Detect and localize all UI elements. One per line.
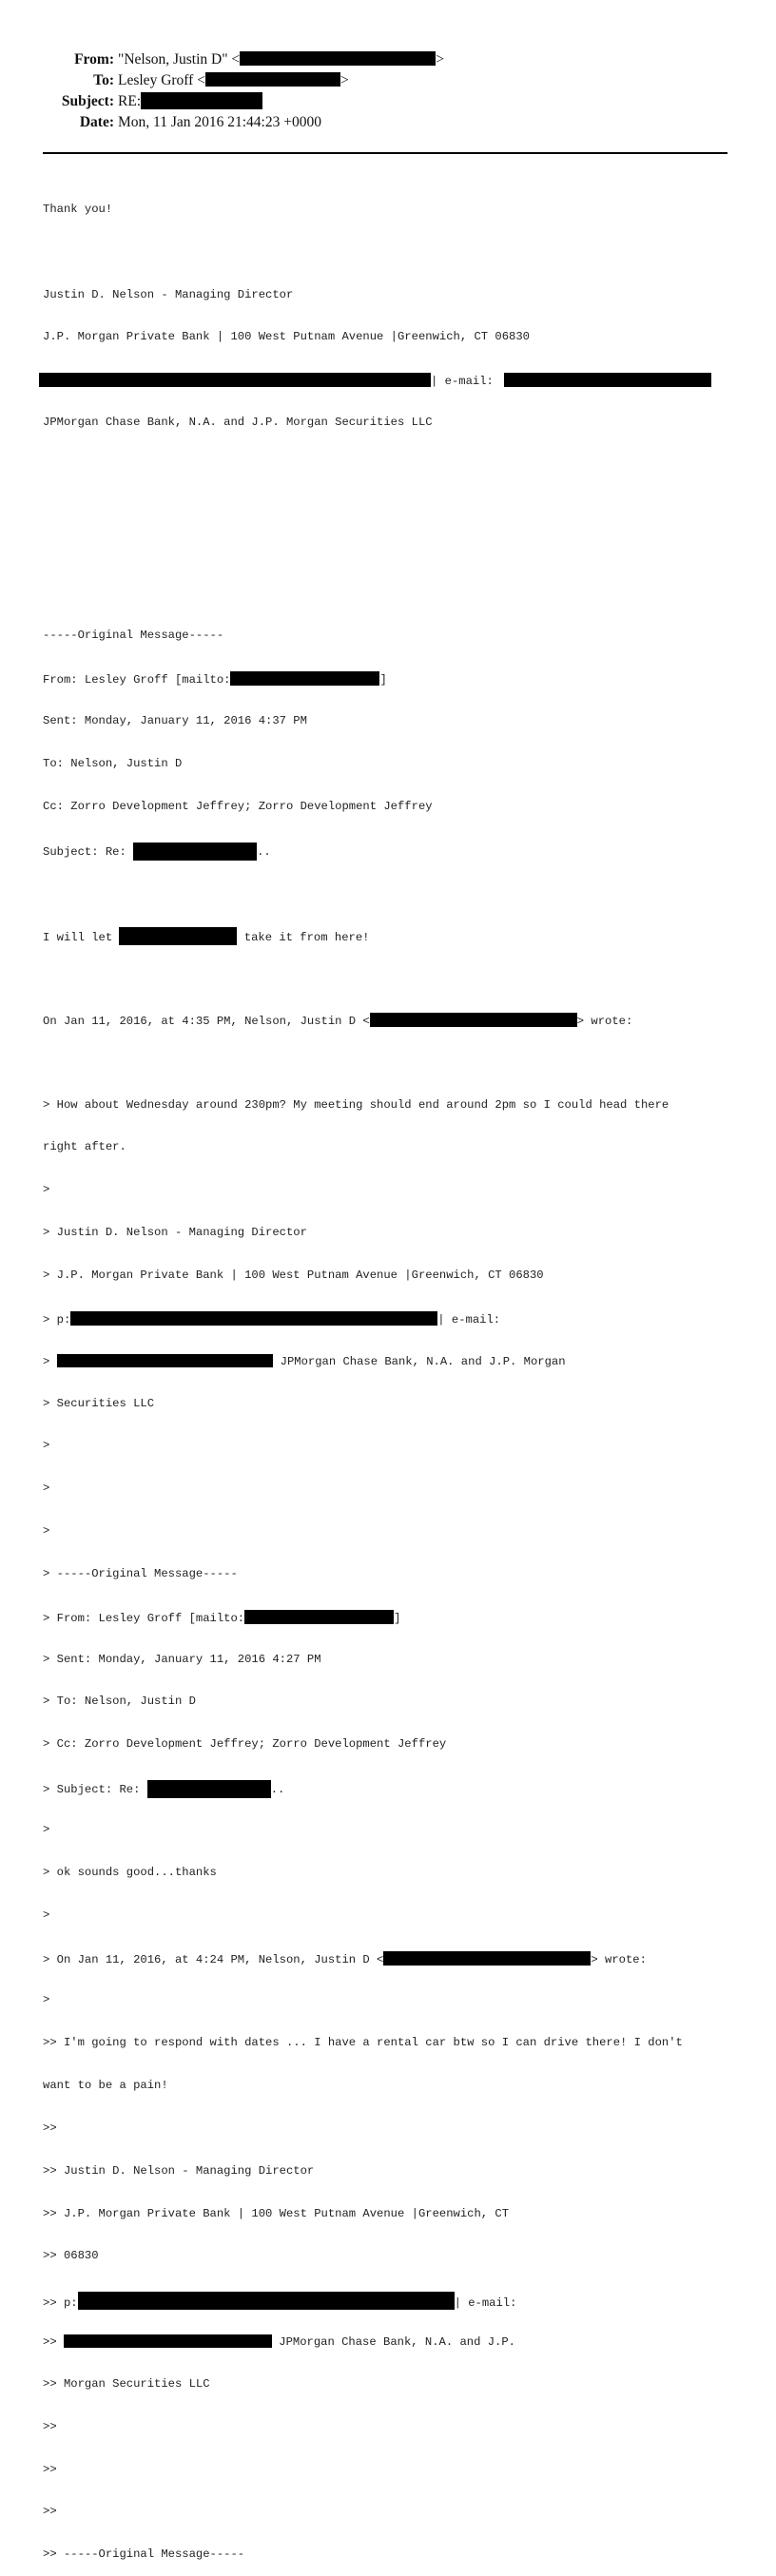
body-line: > J.P. Morgan Private Bank | 100 West Putnam Avenue |Greenwich, CT 06830 [43, 1269, 544, 1282]
body-line: > Securities LLC [43, 1396, 155, 1410]
redaction-box [57, 1354, 273, 1367]
subject-label: Subject: [61, 93, 114, 109]
body-line: J.P. Morgan Private Bank | 100 West Putnam Avenue |Greenwich, CT 06830 [43, 330, 530, 344]
redaction-box [147, 1780, 271, 1798]
body-line: > From: Lesley Groff [mailto: ] [43, 1611, 401, 1625]
redaction-box [383, 1951, 591, 1966]
body-line: Thank you! [43, 202, 113, 216]
body-line: >> [43, 2462, 57, 2476]
redaction-box [240, 51, 436, 66]
body-line: | e-mail: [43, 373, 747, 387]
body-line: From: Lesley Groff [mailto: ] [43, 673, 387, 688]
body-line: On Jan 11, 2016, at 4:35 PM, Nelson, Justin D < > wrote: [43, 1014, 633, 1028]
from-label: From: [74, 51, 114, 68]
body-line: want to be a pain! [43, 2079, 168, 2093]
redaction-box [119, 927, 237, 945]
body-line: > Sent: Monday, January 11, 2016 4:27 PM [43, 1652, 321, 1666]
email-body [43, 174, 747, 2576]
body-line: -----Original Message----- [43, 629, 224, 643]
body-line: > [43, 1183, 50, 1197]
body-line: Sent: Monday, January 11, 2016 4:37 PM [43, 714, 307, 728]
body-line: > To: Nelson, Justin D [43, 1695, 196, 1709]
body-line: >> [43, 2121, 57, 2135]
body-line: > p: | e-mail: [43, 1312, 501, 1327]
body-line: right after. [43, 1140, 126, 1154]
body-line: > On Jan 11, 2016, at 4:24 PM, Nelson, Justin D < > wrote: [43, 1952, 647, 1966]
body-line: > JPMorgan Chase Bank, N.A. and J.P. Morgan [43, 1354, 566, 1368]
date-label: Date: [79, 114, 114, 130]
body-line: JPMorgan Chase Bank, N.A. and J.P. Morgan Securities LLC [43, 416, 433, 430]
body-line: >> I'm going to respond with dates ... I have a rental car btw so I can drive there! I don't [43, 2036, 683, 2050]
body-line: >> -----Original Message----- [43, 2547, 245, 2562]
body-line: Justin D. Nelson - Managing Director [43, 287, 294, 301]
from-value: "Nelson, Justin D" < > [118, 51, 444, 68]
body-line: > Subject: Re: .. [43, 1780, 747, 1794]
body-line: >> J.P. Morgan Private Bank | 100 West Putnam Avenue |Greenwich, CT [43, 2206, 510, 2220]
body-line: I will let take it from here! [43, 927, 747, 941]
body-line: > How about Wednesday around 230pm? My meeting should end around 2pm so I could head there [43, 1097, 669, 1112]
body-line: > ok sounds good...thanks [43, 1865, 217, 1879]
body-line: >> Morgan Securities LLC [43, 2376, 210, 2391]
body-line: > [43, 1524, 50, 1539]
body-line: >> 06830 [43, 2249, 99, 2263]
body-line: > [43, 1908, 50, 1922]
redaction-box [141, 92, 262, 109]
subject-value: RE: [118, 91, 262, 112]
redaction-box [133, 843, 257, 861]
body-line: > [43, 1439, 50, 1453]
redaction-box [230, 671, 379, 686]
body-line: >> Justin D. Nelson - Managing Director [43, 2163, 315, 2178]
body-line: > Justin D. Nelson - Managing Director [43, 1226, 307, 1240]
redaction-box [70, 1311, 437, 1326]
body-line: >> [43, 2505, 57, 2519]
body-line: To: Nelson, Justin D [43, 756, 183, 770]
body-line: >> p: | e-mail: [43, 2292, 747, 2306]
redaction-box [244, 1610, 394, 1624]
date-value: Mon, 11 Jan 2016 21:44:23 +0000 [118, 114, 321, 130]
header-divider [43, 152, 728, 154]
to-value: Lesley Groff < > [118, 72, 349, 88]
body-line: > [43, 1993, 50, 2007]
body-line: >> [43, 2419, 57, 2433]
redaction-box [39, 373, 431, 387]
redaction-box [78, 2292, 455, 2310]
redaction-box [205, 72, 340, 87]
to-label: To: [93, 72, 114, 88]
body-line: > -----Original Message----- [43, 1566, 238, 1580]
body-line: > [43, 1822, 50, 1836]
redaction-box [504, 373, 711, 387]
body-line: >> JPMorgan Chase Bank, N.A. and J.P. [43, 2335, 515, 2350]
body-line: > [43, 1482, 50, 1496]
body-line: Cc: Zorro Development Jeffrey; Zorro Development Jeffrey [43, 799, 433, 813]
body-line: > Cc: Zorro Development Jeffrey; Zorro Development Jeffrey [43, 1737, 447, 1752]
redaction-box [64, 2334, 272, 2348]
body-line: Subject: Re: .. [43, 843, 747, 857]
redaction-box [370, 1013, 577, 1027]
